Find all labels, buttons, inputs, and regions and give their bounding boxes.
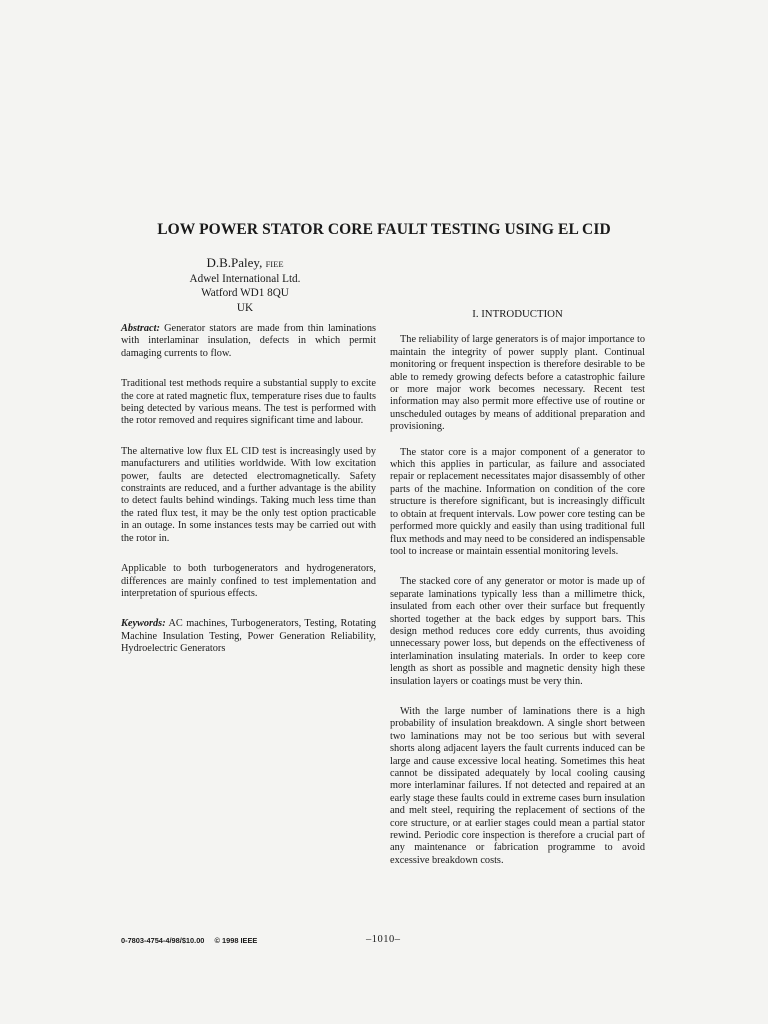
- author-block: [160, 256, 330, 315]
- body-paragraph: With the large number of laminations there is a high probability of insulation breakdown. A single short between two laminations may not be too serious but with several shorts along adjacent layers the fault currents induced can be large and cause excessive local heating. Sometimes this heat cannot be dissipated adequately by local cooling causing more interlaminar failures. If not detected and repaired at an early stage these faults could in extreme cases burn insulation and melt steel, requiring the replacement of sections of the core structure, or at earlier stages could mean a partial stator rewind. Periodic core inspection is therefore a crucial part of any maintenance or fabrication programme to avoid excessive breakdown costs.: [390, 705, 645, 866]
- footer-code: [121, 936, 257, 945]
- abstract-text: Generator stators are made from thin laminations with interlaminar insulation, defects in which permit damaging currents to flow.: [121, 323, 376, 359]
- footer-copyright: © 1998 IEEE: [214, 936, 258, 945]
- footer-isbn: 0-7803-4754-4/98/$10.00: [121, 936, 205, 945]
- author-affiliation-line: Watford WD1 8QU: [201, 287, 289, 299]
- body-paragraph: Applicable to both turbogenerators and hydrogenerators, differences are mainly confined to test implementation and interpretation of spurious effects.: [121, 563, 376, 599]
- abstract-paragraph: [121, 323, 376, 360]
- author-name: [160, 256, 330, 272]
- author-suffix: FIEE: [265, 259, 284, 269]
- body-paragraph: The alternative low flux EL CID test is increasingly used by manufacturers and utilities worldwide. With low excitation power, faults are detected electromagnetically. Safety constraints are reduced, and a further advantage is the ability to detect faults behind windings. Taking much less time than the rated flux test, it may be the only test option practicable in an outage. In some instances tests may be carried out with the rotor in.: [121, 445, 376, 544]
- author-affiliation-line: UK: [236, 301, 254, 314]
- body-paragraph: The reliability of large generators is of major importance to maintain the integrity of power supply plant. Continual monitoring or frequent inspection is therefore desirable to be able to remedy growing defects before a catastrophic failure or more major work becomes necessary. Recent test information may also permit more effective use of routine or unscheduled outages by means of additional preparation and provisioning.: [390, 334, 645, 433]
- page-number: –1010–: [366, 934, 401, 945]
- abstract-label: Abstract:: [121, 323, 160, 334]
- author-name-text: D.B.Paley,: [206, 255, 263, 270]
- author-affiliation-line: Adwel International Ltd.: [189, 272, 301, 285]
- section-heading: I. INTRODUCTION: [472, 308, 563, 320]
- keywords-paragraph: [121, 618, 376, 655]
- body-paragraph: Traditional test methods require a substantial supply to excite the core at rated magnetic flux, temperature rises due to faults being detected by various means. The test is performed with the rotor removed and requires significant time and labour.: [121, 378, 376, 427]
- paper-title: LOW POWER STATOR CORE FAULT TESTING USING EL CID: [157, 221, 611, 238]
- left-column: [121, 323, 376, 656]
- body-paragraph: The stacked core of any generator or motor is made up of separate laminations typically less than a millimetre thick, insulated from each other over their surface but frequently shorted together at the back edges by support bars. This design method reduces core eddy currents, thus avoiding unnecessary power loss, but depends on the effectiveness of interlamination insulating materials. In order to keep core length as short as possible and magnetic density high these insulation layers or coatings must be very thin.: [390, 576, 645, 687]
- keywords-label: Keywords:: [121, 618, 166, 630]
- right-column: [390, 308, 645, 867]
- body-paragraph: The stator core is a major component of a generator to which this applies in particular, as failure and associated repair or replacement necessitates major disassembly of other parts of the machine. Information on condition of the core structure is therefore significant, but is increasingly difficult to obtain at frequent intervals. Low power core testing can be performed more quickly and easily than using traditional full flux methods and may need to be considered an indispensable tool to increase or maintain essential monitoring levels.: [390, 446, 645, 557]
- keywords-text: AC machines, Turbogenerators, Testing, Rotating Machine Insulation Testing, Power Generation Reliability, Hydroelectric Generators: [121, 618, 376, 655]
